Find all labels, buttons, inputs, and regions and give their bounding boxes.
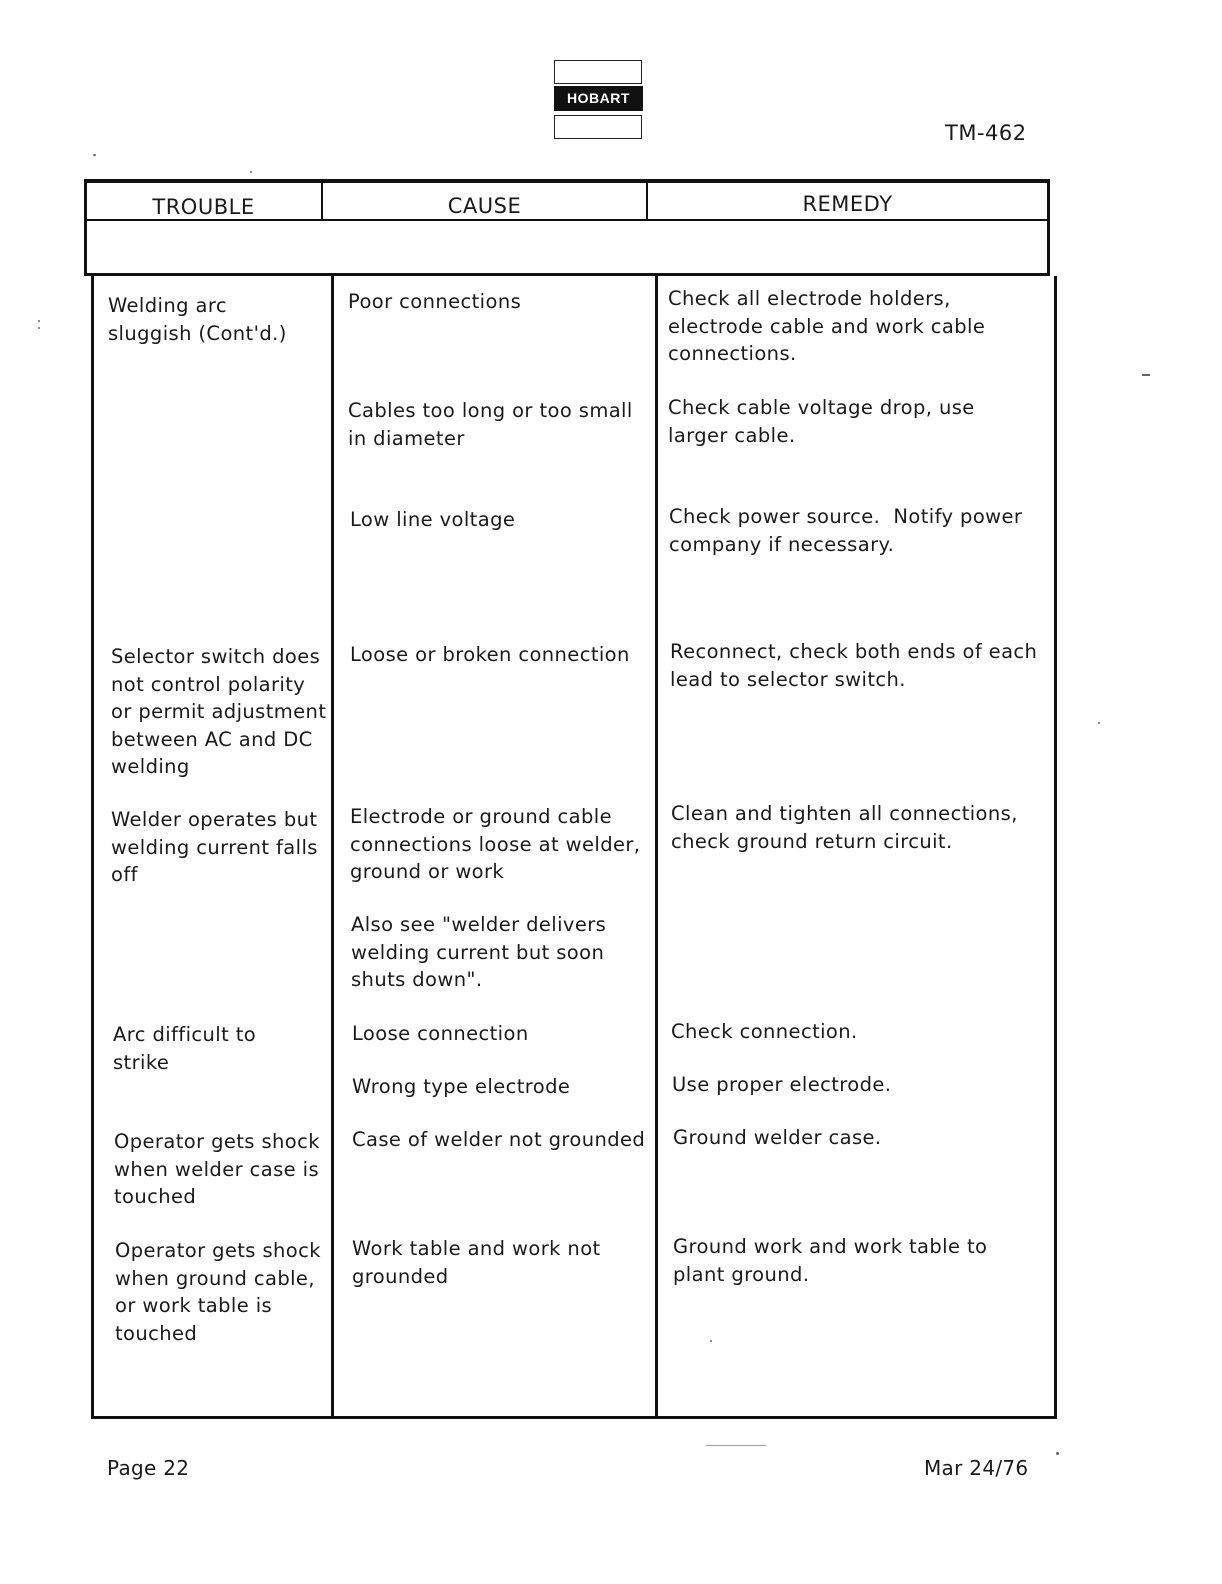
column-divider-1: [331, 276, 334, 1418]
cause-cell: Cables too long or too small in diameter: [348, 399, 633, 450]
cause-cell: Electrode or ground cable connections loose at welder, ground or work: [350, 805, 641, 883]
scan-speck: [710, 1340, 712, 1342]
scan-mark: [1142, 374, 1150, 376]
logo-bottom-box: [554, 115, 642, 139]
remedy-cell: Check connection.: [671, 1020, 858, 1043]
right-border-lower: [1054, 276, 1057, 1418]
trouble-cell: Welder operates but welding current falls off: [111, 808, 318, 886]
scan-speck: [1056, 1452, 1059, 1455]
right-border-upper: [1047, 181, 1050, 276]
scan-speck: [1098, 722, 1100, 724]
remedy-cell: Clean and tighten all connections, check ground return circuit.: [671, 802, 1018, 853]
scan-speck: [250, 171, 252, 173]
remedy-cell: Reconnect, check both ends of each lead to selector switch.: [670, 640, 1038, 691]
cause-cell: Poor connections: [348, 290, 522, 313]
revision-date: Mar 24/76: [924, 1456, 1029, 1480]
trouble-cell: Selector switch does not control polarity or permit adjustment between AC and DC welding: [111, 645, 327, 778]
trouble-cell: Operator gets shock when welder case is touched: [114, 1130, 320, 1208]
cause-cell: Wrong type electrode: [352, 1075, 571, 1098]
cause-cell: Work table and work not grounded: [352, 1237, 601, 1288]
remedy-cell: Ground work and work table to plant ground.: [673, 1235, 988, 1286]
cause-cell: Also see "welder delivers welding current but soon shuts down".: [351, 913, 607, 991]
column-header-cause: CAUSE: [447, 194, 522, 218]
trouble-cell: Welding arc sluggish (Cont'd.): [108, 294, 287, 345]
document-id: TM-462: [945, 121, 1027, 145]
cause-cell: Low line voltage: [350, 508, 516, 531]
logo-top-box: [554, 60, 642, 84]
blank-band-bottom-rule: [86, 273, 1049, 276]
cause-cell: Loose connection: [352, 1022, 529, 1045]
table-top-border: [84, 179, 1050, 183]
scan-speck: [93, 154, 96, 156]
cause-cell: Case of welder not grounded: [352, 1128, 646, 1151]
table-bottom-border: [91, 1416, 1057, 1419]
trouble-cell: Arc difficult to strike: [113, 1023, 257, 1074]
remedy-cell: Check power source. Notify power company if necessary.: [669, 505, 1023, 556]
left-border-lower: [91, 276, 94, 1418]
trouble-cell: Operator gets shock when ground cable, or work table is touched: [115, 1239, 321, 1345]
scan-mark: [706, 1445, 766, 1446]
remedy-cell: Check all electrode holders, electrode cable and work cable connections.: [668, 287, 986, 365]
remedy-cell: Check cable voltage drop, use larger cable.: [668, 396, 975, 447]
column-divider-2: [655, 276, 658, 1418]
scan-speck: [38, 327, 40, 329]
cause-cell: Loose or broken connection: [350, 643, 630, 666]
column-header-remedy: REMEDY: [802, 192, 893, 216]
scan-speck: [38, 320, 40, 322]
remedy-cell: Use proper electrode.: [672, 1073, 892, 1096]
logo-brand-band: HOBART: [554, 86, 643, 111]
column-header-trouble: TROUBLE: [152, 195, 255, 219]
remedy-cell: Ground welder case.: [673, 1126, 882, 1149]
page-number: Page 22: [107, 1456, 190, 1480]
